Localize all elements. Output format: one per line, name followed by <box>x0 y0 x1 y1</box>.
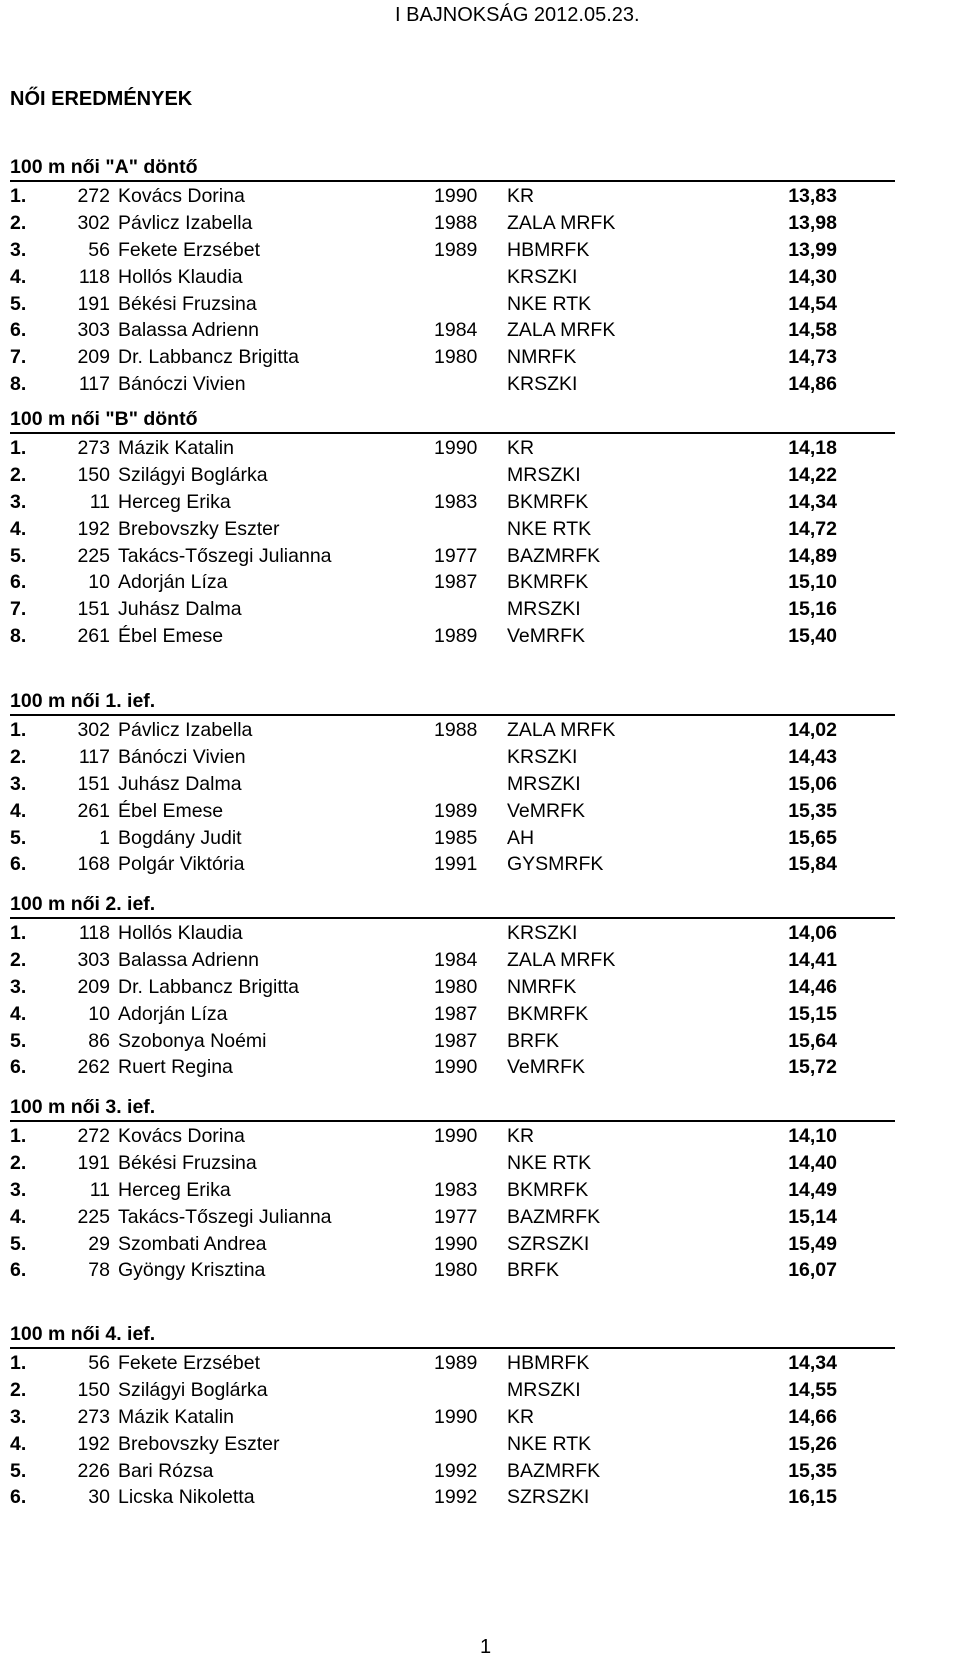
result-year: 1980 <box>434 346 478 369</box>
result-time: 15,40 <box>788 625 837 648</box>
result-club: KR <box>507 1405 535 1428</box>
result-time: 16,07 <box>788 1259 837 1282</box>
result-row <box>10 237 895 264</box>
result-name: Balassa Adrienn <box>118 319 259 342</box>
result-row <box>10 851 895 878</box>
result-time: 14,55 <box>788 1378 837 1401</box>
result-row <box>10 462 895 489</box>
result-bib: 303 <box>77 948 110 971</box>
result-row <box>10 771 895 798</box>
result-club: BAZMRFK <box>507 1205 601 1228</box>
result-time: 15,06 <box>788 772 837 795</box>
result-club: KRSZKI <box>507 922 578 944</box>
result-time: 15,35 <box>788 1459 837 1482</box>
result-club: BRFK <box>507 1029 560 1052</box>
event-title: 100 m női 2. ief. <box>10 893 156 915</box>
result-name: Brebovszky Eszter <box>118 517 280 540</box>
result-row <box>10 1231 895 1258</box>
result-time: 15,84 <box>788 853 837 876</box>
result-bib: 151 <box>77 772 110 795</box>
result-place: 3. <box>10 238 27 261</box>
result-name: Herceg Erika <box>118 490 231 513</box>
result-bib: 86 <box>88 1029 110 1052</box>
result-time: 14,41 <box>788 948 837 971</box>
result-time: 14,49 <box>788 1178 837 1201</box>
result-year: 1990 <box>434 1125 478 1147</box>
result-place: 4. <box>10 517 27 540</box>
event-title: 100 m női 4. ief. <box>10 1323 156 1345</box>
result-club: NMRFK <box>507 346 577 369</box>
result-year: 1989 <box>434 625 478 648</box>
result-time: 14,86 <box>788 373 837 396</box>
event-divider <box>10 432 895 434</box>
result-club: NKE RTK <box>507 1432 592 1455</box>
result-bib: 168 <box>77 853 110 876</box>
result-time: 14,54 <box>788 292 837 315</box>
result-name: Bari Rózsa <box>118 1459 214 1482</box>
result-name: Szombati Andrea <box>118 1232 267 1255</box>
result-place: 1. <box>10 719 27 741</box>
result-time: 14,22 <box>788 463 837 486</box>
result-row <box>10 920 895 947</box>
result-year: 1989 <box>434 799 478 822</box>
result-row <box>10 1123 895 1150</box>
result-time: 14,06 <box>788 922 837 944</box>
result-row <box>10 543 895 570</box>
result-place: 2. <box>10 463 27 486</box>
result-bib: 78 <box>88 1259 110 1282</box>
result-row <box>10 947 895 974</box>
result-bib: 11 <box>89 1178 110 1201</box>
result-bib: 56 <box>88 1352 110 1374</box>
result-bib: 29 <box>88 1232 110 1255</box>
result-year: 1984 <box>434 319 478 342</box>
result-bib: 150 <box>77 463 110 486</box>
result-place: 5. <box>10 1459 27 1482</box>
result-year: 1977 <box>434 544 478 567</box>
result-name: Polgár Viktória <box>118 853 245 876</box>
result-name: Fekete Erzsébet <box>118 238 260 261</box>
result-name: Ébel Emese <box>118 625 224 648</box>
result-time: 14,43 <box>788 745 837 768</box>
result-club: BKMRFK <box>507 1178 589 1201</box>
result-row <box>10 435 895 462</box>
result-bib: 56 <box>88 238 110 261</box>
results-table <box>10 183 895 398</box>
result-name: Dr. Labbancz Brigitta <box>118 346 300 369</box>
result-bib: 303 <box>77 319 110 342</box>
result-row <box>10 1431 895 1458</box>
result-bib: 209 <box>77 975 110 998</box>
result-club: HBMRFK <box>507 1352 590 1374</box>
result-name: Adorján Líza <box>118 1002 228 1025</box>
result-year: 1989 <box>434 238 478 261</box>
result-name: Ruert Regina <box>118 1056 233 1079</box>
result-club: KRSZKI <box>507 265 578 288</box>
result-place: 6. <box>10 1486 27 1509</box>
result-name: Békési Fruzsina <box>118 1151 257 1174</box>
result-time: 14,10 <box>788 1125 837 1147</box>
result-row <box>10 264 895 291</box>
result-bib: 118 <box>78 265 110 288</box>
result-club: NMRFK <box>507 975 577 998</box>
event-title: 100 m női "B" döntő <box>10 408 198 430</box>
result-bib: 272 <box>77 185 110 207</box>
event-title: 100 m női 3. ief. <box>10 1096 156 1118</box>
result-row <box>10 1458 895 1485</box>
result-club: ZALA MRFK <box>507 948 616 971</box>
result-club: VeMRFK <box>507 799 586 822</box>
result-bib: 118 <box>78 922 110 944</box>
result-year: 1992 <box>434 1486 478 1509</box>
result-place: 3. <box>10 490 27 513</box>
result-club: NKE RTK <box>507 517 592 540</box>
result-name: Bogdány Judit <box>118 826 242 849</box>
result-bib: 10 <box>88 1002 110 1025</box>
result-club: MRSZKI <box>507 463 581 486</box>
result-bib: 150 <box>77 1378 110 1401</box>
result-place: 4. <box>10 1205 27 1228</box>
event-title: 100 m női 1. ief. <box>10 690 156 712</box>
result-time: 15,14 <box>788 1205 837 1228</box>
result-bib: 261 <box>77 799 110 822</box>
result-row <box>10 569 895 596</box>
result-club: KR <box>507 437 535 459</box>
result-year: 1989 <box>434 1352 478 1374</box>
result-time: 13,98 <box>788 211 837 234</box>
result-year: 1987 <box>434 1029 478 1052</box>
result-name: Juhász Dalma <box>118 598 242 621</box>
result-time: 14,58 <box>788 319 837 342</box>
result-time: 15,72 <box>788 1056 837 1079</box>
result-name: Szobonya Noémi <box>118 1029 267 1052</box>
result-club: VeMRFK <box>507 1056 586 1079</box>
result-club: BAZMRFK <box>507 544 601 567</box>
result-time: 15,26 <box>788 1432 837 1455</box>
result-club: BKMRFK <box>507 571 589 594</box>
result-bib: 191 <box>77 1151 110 1174</box>
result-year: 1987 <box>434 1002 478 1025</box>
result-time: 13,83 <box>788 185 837 207</box>
result-club: KRSZKI <box>507 745 578 768</box>
result-bib: 192 <box>77 517 110 540</box>
result-name: Szilágyi Boglárka <box>118 463 268 486</box>
result-place: 2. <box>10 948 27 971</box>
result-name: Takács-Tőszegi Julianna <box>118 544 332 567</box>
result-place: 6. <box>10 319 27 342</box>
result-year: 1980 <box>434 1259 478 1282</box>
result-row <box>10 1054 895 1081</box>
result-name: Békési Fruzsina <box>118 292 257 315</box>
result-name: Ébel Emese <box>118 799 224 822</box>
result-place: 3. <box>10 975 27 998</box>
result-time: 14,30 <box>788 265 837 288</box>
result-place: 1. <box>10 1352 27 1374</box>
result-name: Dr. Labbancz Brigitta <box>118 975 300 998</box>
result-club: BRFK <box>507 1259 560 1282</box>
result-time: 14,89 <box>788 544 837 567</box>
result-time: 14,34 <box>788 1352 837 1374</box>
result-time: 14,40 <box>788 1151 837 1174</box>
result-place: 6. <box>10 571 27 594</box>
result-name: Kovács Dorina <box>118 185 245 207</box>
result-year: 1977 <box>434 1205 478 1228</box>
result-name: Fekete Erzsébet <box>118 1352 260 1374</box>
result-club: NKE RTK <box>507 1151 592 1174</box>
result-place: 2. <box>10 745 27 768</box>
result-bib: 30 <box>88 1486 110 1509</box>
result-time: 15,10 <box>788 571 837 594</box>
result-row <box>10 1404 895 1431</box>
result-row <box>10 210 895 237</box>
result-year: 1990 <box>434 185 478 207</box>
result-bib: 261 <box>77 625 110 648</box>
result-row <box>10 344 895 371</box>
result-time: 14,72 <box>788 517 837 540</box>
result-name: Gyöngy Krisztina <box>118 1259 266 1282</box>
result-row <box>10 317 895 344</box>
result-place: 6. <box>10 1259 27 1282</box>
result-row <box>10 1350 895 1377</box>
result-name: Herceg Erika <box>118 1178 231 1201</box>
result-name: Kovács Dorina <box>118 1125 245 1147</box>
result-time: 14,46 <box>788 975 837 998</box>
result-row <box>10 1204 895 1231</box>
result-year: 1985 <box>434 826 478 849</box>
document-title: I BAJNOKSÁG 2012.05.23. <box>395 4 640 26</box>
results-table <box>10 920 895 1081</box>
result-bib: 151 <box>77 598 110 621</box>
results-table <box>10 717 895 878</box>
results-table <box>10 1123 895 1284</box>
result-name: Hollós Klaudia <box>118 922 243 944</box>
result-place: 5. <box>10 1029 27 1052</box>
result-time: 14,66 <box>788 1405 837 1428</box>
result-place: 5. <box>10 292 27 315</box>
result-place: 2. <box>10 1151 27 1174</box>
result-year: 1983 <box>434 490 478 513</box>
result-row <box>10 596 895 623</box>
result-year: 1991 <box>434 853 478 876</box>
result-bib: 272 <box>77 1125 110 1147</box>
result-club: MRSZKI <box>507 772 581 795</box>
event-divider <box>10 714 895 716</box>
result-place: 2. <box>10 1378 27 1401</box>
result-row <box>10 489 895 516</box>
result-place: 7. <box>10 598 27 621</box>
result-place: 5. <box>10 1232 27 1255</box>
result-row <box>10 825 895 852</box>
result-year: 1990 <box>434 1056 478 1079</box>
result-bib: 302 <box>77 719 110 741</box>
result-time: 16,15 <box>788 1486 837 1509</box>
event-divider <box>10 917 895 919</box>
result-row <box>10 1150 895 1177</box>
result-name: Takács-Tőszegi Julianna <box>118 1205 332 1228</box>
result-year: 1988 <box>434 211 478 234</box>
result-place: 8. <box>10 625 27 648</box>
result-place: 7. <box>10 346 27 369</box>
page-number: 1 <box>480 1636 492 1658</box>
results-table <box>10 435 895 650</box>
result-bib: 10 <box>88 571 110 594</box>
result-bib: 191 <box>77 292 110 315</box>
result-place: 4. <box>10 799 27 822</box>
result-time: 15,64 <box>788 1029 837 1052</box>
result-club: GYSMRFK <box>507 853 604 876</box>
result-club: AH <box>507 826 535 849</box>
result-year: 1980 <box>434 975 478 998</box>
result-row <box>10 623 895 650</box>
result-year: 1983 <box>434 1178 478 1201</box>
result-name: Balassa Adrienn <box>118 948 259 971</box>
result-place: 1. <box>10 1125 27 1147</box>
result-place: 1. <box>10 185 27 207</box>
event-divider <box>10 180 895 182</box>
result-row <box>10 183 895 210</box>
result-club: BKMRFK <box>507 1002 589 1025</box>
result-club: ZALA MRFK <box>507 211 616 234</box>
result-place: 6. <box>10 853 27 876</box>
result-place: 4. <box>10 1432 27 1455</box>
result-place: 1. <box>10 922 27 944</box>
result-time: 15,16 <box>788 598 837 621</box>
event-title: 100 m női "A" döntő <box>10 156 198 178</box>
result-place: 3. <box>10 1178 27 1201</box>
result-row <box>10 1001 895 1028</box>
result-club: KR <box>507 185 535 207</box>
result-club: ZALA MRFK <box>507 719 616 741</box>
result-year: 1990 <box>434 1232 478 1255</box>
result-club: VeMRFK <box>507 625 586 648</box>
result-bib: 273 <box>77 1405 110 1428</box>
result-bib: 273 <box>77 437 110 459</box>
result-bib: 192 <box>77 1432 110 1455</box>
result-name: Licska Nikoletta <box>118 1486 255 1509</box>
result-club: ZALA MRFK <box>507 319 616 342</box>
event-divider <box>10 1120 895 1122</box>
result-row <box>10 291 895 318</box>
result-place: 4. <box>10 265 27 288</box>
result-time: 15,35 <box>788 799 837 822</box>
result-place: 1. <box>10 437 27 459</box>
result-row <box>10 974 895 1001</box>
result-name: Hollós Klaudia <box>118 265 243 288</box>
result-name: Szilágyi Boglárka <box>118 1378 268 1401</box>
result-club: SZRSZKI <box>507 1486 590 1509</box>
result-bib: 225 <box>77 544 110 567</box>
result-place: 4. <box>10 1002 27 1025</box>
result-bib: 1 <box>99 826 110 849</box>
result-bib: 117 <box>78 373 110 396</box>
result-time: 14,73 <box>788 346 837 369</box>
result-row <box>10 1484 895 1511</box>
result-club: BKMRFK <box>507 490 589 513</box>
result-place: 6. <box>10 1056 27 1079</box>
section-heading: NŐI EREDMÉNYEK <box>10 88 193 110</box>
result-name: Adorján Líza <box>118 571 228 594</box>
result-row <box>10 1257 895 1284</box>
result-row <box>10 516 895 543</box>
result-place: 3. <box>10 772 27 795</box>
results-table <box>10 1350 895 1511</box>
result-bib: 117 <box>78 745 110 768</box>
result-club: NKE RTK <box>507 292 592 315</box>
result-club: BAZMRFK <box>507 1459 601 1482</box>
result-row <box>10 371 895 398</box>
result-year: 1987 <box>434 571 478 594</box>
result-time: 15,49 <box>788 1232 837 1255</box>
result-row <box>10 1028 895 1055</box>
result-place: 5. <box>10 544 27 567</box>
result-name: Pávlicz Izabella <box>118 211 253 234</box>
result-time: 15,15 <box>788 1002 837 1025</box>
result-bib: 225 <box>77 1205 110 1228</box>
result-club: KR <box>507 1125 535 1147</box>
result-time: 15,65 <box>788 826 837 849</box>
result-year: 1990 <box>434 437 478 459</box>
result-year: 1992 <box>434 1459 478 1482</box>
result-row <box>10 1177 895 1204</box>
result-row <box>10 744 895 771</box>
result-club: HBMRFK <box>507 238 590 261</box>
event-divider <box>10 1347 895 1349</box>
result-place: 8. <box>10 373 27 396</box>
result-row <box>10 717 895 744</box>
result-club: MRSZKI <box>507 598 581 621</box>
result-club: KRSZKI <box>507 373 578 396</box>
result-time: 13,99 <box>788 238 837 261</box>
result-bib: 262 <box>77 1056 110 1079</box>
result-row <box>10 1377 895 1404</box>
result-name: Pávlicz Izabella <box>118 719 253 741</box>
result-name: Mázik Katalin <box>118 437 234 459</box>
result-bib: 302 <box>77 211 110 234</box>
result-year: 1984 <box>434 948 478 971</box>
result-name: Bánóczi Vivien <box>118 373 246 396</box>
result-time: 14,34 <box>788 490 837 513</box>
result-row <box>10 798 895 825</box>
result-name: Brebovszky Eszter <box>118 1432 280 1455</box>
result-name: Juhász Dalma <box>118 772 242 795</box>
result-place: 3. <box>10 1405 27 1428</box>
result-bib: 11 <box>89 490 110 513</box>
result-club: SZRSZKI <box>507 1232 590 1255</box>
result-year: 1990 <box>434 1405 478 1428</box>
result-place: 5. <box>10 826 27 849</box>
result-year: 1988 <box>434 719 478 741</box>
result-time: 14,18 <box>788 437 837 459</box>
result-place: 2. <box>10 211 27 234</box>
result-name: Mázik Katalin <box>118 1405 234 1428</box>
result-name: Bánóczi Vivien <box>118 745 246 768</box>
result-time: 14,02 <box>788 719 837 741</box>
result-club: MRSZKI <box>507 1378 581 1401</box>
result-bib: 226 <box>77 1459 110 1482</box>
result-bib: 209 <box>77 346 110 369</box>
